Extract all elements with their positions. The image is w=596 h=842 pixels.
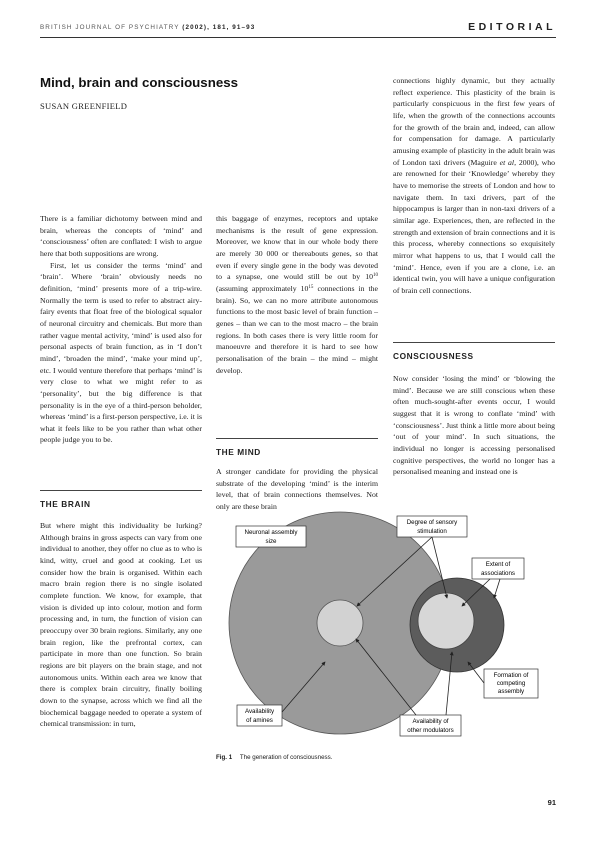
label-formation-of-competing-assembly: [484, 669, 538, 698]
svg-text:stimulation: stimulation: [417, 528, 447, 535]
competing-inner-circle: [418, 593, 474, 649]
running-head: [40, 24, 255, 31]
column-1-bottom: [40, 520, 202, 730]
arrow-extent-outer: [494, 579, 500, 598]
figure-caption-text: The generation of consciousness.: [239, 754, 333, 761]
label-availability-of-other-modulators: [400, 715, 461, 736]
paragraph: this baggage of enzymes, receptors and uptake mechanisms is the result of gene expression. Moreover, we know that in our whole body there are merely 30 000 or thereabouts genes, so that even if every single gene in the body was devoted to a synapse, one would still be out by $10^{10}$ (assuming approximately $10^{15}$ connections in the brain). So, we can no more attribute autonomous functions to the most basic level of brain function – genes – than we can to the most macro – the brain regions. In both cases there is very little room for manoeuvre and therefore it is hard to see how personalisation of the brain – the mind – might develop.: [216, 214, 379, 375]
section-rule: [393, 342, 555, 343]
column-3-top: [393, 75, 555, 296]
paragraph: There is a familiar dichotomy between mind and brain, whereas the concepts of ‘mind’ and ‘consciousness’ often are conflated: I wish to argue here that both suppositions are wrong.: [40, 214, 202, 258]
label-degree-of-sensory-stimulation: [397, 516, 467, 537]
section-rule: [40, 490, 202, 491]
author-name: SUSAN GREENFIELD: [40, 101, 128, 111]
section-heading-consciousness: CONSCIOUSNESS: [393, 351, 474, 361]
label-extent-of-associations: [472, 558, 524, 579]
section-heading-the-brain: THE BRAIN: [40, 499, 91, 509]
svg-text:other modulators: other modulators: [407, 727, 454, 734]
svg-text:Availability of: Availability of: [412, 718, 449, 725]
journal-name: BRITISH JOURNAL OF PSYCHIATRY: [40, 24, 180, 31]
svg-text:associations: associations: [480, 570, 516, 577]
header-rule: [40, 37, 556, 38]
paragraph: A stronger candidate for providing the physical substrate of the developing ‘mind’ is the interim level, that of brain connections themselves. Not only are these brain: [216, 467, 378, 511]
label-availability-of-amines: [237, 705, 282, 726]
section-label: EDITORIAL: [468, 21, 556, 33]
article-title: Mind, brain and consciousness: [40, 75, 239, 90]
section-rule: [216, 438, 378, 439]
svg-text:Neuronal assembly: Neuronal assembly: [244, 529, 298, 536]
journal-citation: (2002), 181, 91–93: [182, 24, 256, 31]
svg-text:competing: competing: [496, 680, 526, 687]
figure-consciousness-diagram: [216, 502, 556, 749]
svg-text:Availability: Availability: [244, 708, 275, 715]
paragraph: connections highly dynamic, but they actually reflect experience. This plasticity of the brain is particularly conspicuous in the first few years of life, when the growth of the connections accounts for the growth of the brain and, indeed, can allow for compensation for damage. A particularly amusing example of plasticity in the adult brain was of London taxi drivers (Maguire et al, 2000), who are renowned for their ‘Knowledge’ whereby they have to memorise the streets of London and how to navigate them. In taxi drivers, part of the hippocampus is larger than in non-taxi drivers of a similar age. Experiences, then, are reflected in the strength and extension of brain connections and it is this process, whereby connections so exquisitely mirror what happens to us, that I would call the ‘mind’. Hence, even if you are a clone, i.e. an identical twin, you will have a unique configuration of brain cell connections.: [393, 76, 555, 295]
section-heading-the-mind: THE MIND: [216, 447, 261, 457]
paragraph: First, let us consider the terms ‘mind’ and ‘brain’. Where ‘brain’ obviously needs no definition, ‘mind’ presents more of a trip-wire. Normally the term is used to refer to abstract airy-fairy events that float free of the biological squalor of neuronal circuitry and chemicals. But more than rather vague mental activity, ‘mind’ is used also for personal aspects of brain function, as in ‘I don’t mind’, ‘broaden the mind’, ‘make your mind up’, etc. I would venture therefore that perhaps ‘mind’ is very close to what we might refer to as ‘personality’, but the big difference is that personality is in the eye of a third-person beholder, whereas ‘mind’ is a first-person perspective, i.e. it is what it feels like to be you rather than what other people judge you to be.: [40, 260, 202, 445]
column-3-bottom: [393, 373, 555, 478]
figure-caption: [216, 754, 332, 761]
paragraph: But where might this individuality be lurking? Although brains in gross aspects can vary from one individual to another, they offer no clue as to who is kind, witty, cruel and good at cooking. Let us consider how the brain is organised. Within each macro brain region there is no single isolated complete function. We know, for example, that vision is divided up into colour, motion and form processing and, in turn, the function of vision can preoccupy over 30 brain regions. Similarly, any one brain region, like the prefrontal cortex, can participate in more than one function. So brain regions are bit players on the brain stage, and not autonomous units. Within each area we know that there is complex brain circuitry, finally boiling down to the synapse, across which we find all the biochemical baggage needed to operate a system of chemical transmission: in turn,: [40, 521, 202, 729]
page-number: 91: [547, 798, 556, 807]
svg-text:assembly: assembly: [497, 688, 525, 695]
column-1-top: [40, 213, 202, 446]
svg-text:of amines: of amines: [246, 717, 273, 724]
figure-number: Fig. 1: [216, 754, 233, 761]
column-2-top: [216, 213, 378, 376]
svg-text:Formation of: Formation of: [493, 672, 529, 679]
svg-text:size: size: [265, 538, 277, 545]
paragraph: Now consider ‘losing the mind’ or ‘blowing the mind’. Because we are still conscious when these often much-sought-after events occur, I would suggest that it is wrong to conflate ‘mind’ with ‘consciousness’. Just think a little more about being ‘out of your mind’. In such situations, the individual no longer is accessing personalised cognitive perspectives, the world no longer has a personalised meaning and instead one is: [393, 374, 555, 477]
svg-text:Extent of: Extent of: [485, 561, 511, 568]
svg-text:Degree of sensory: Degree of sensory: [406, 519, 458, 526]
label-neuronal-assembly-size: [236, 526, 306, 547]
